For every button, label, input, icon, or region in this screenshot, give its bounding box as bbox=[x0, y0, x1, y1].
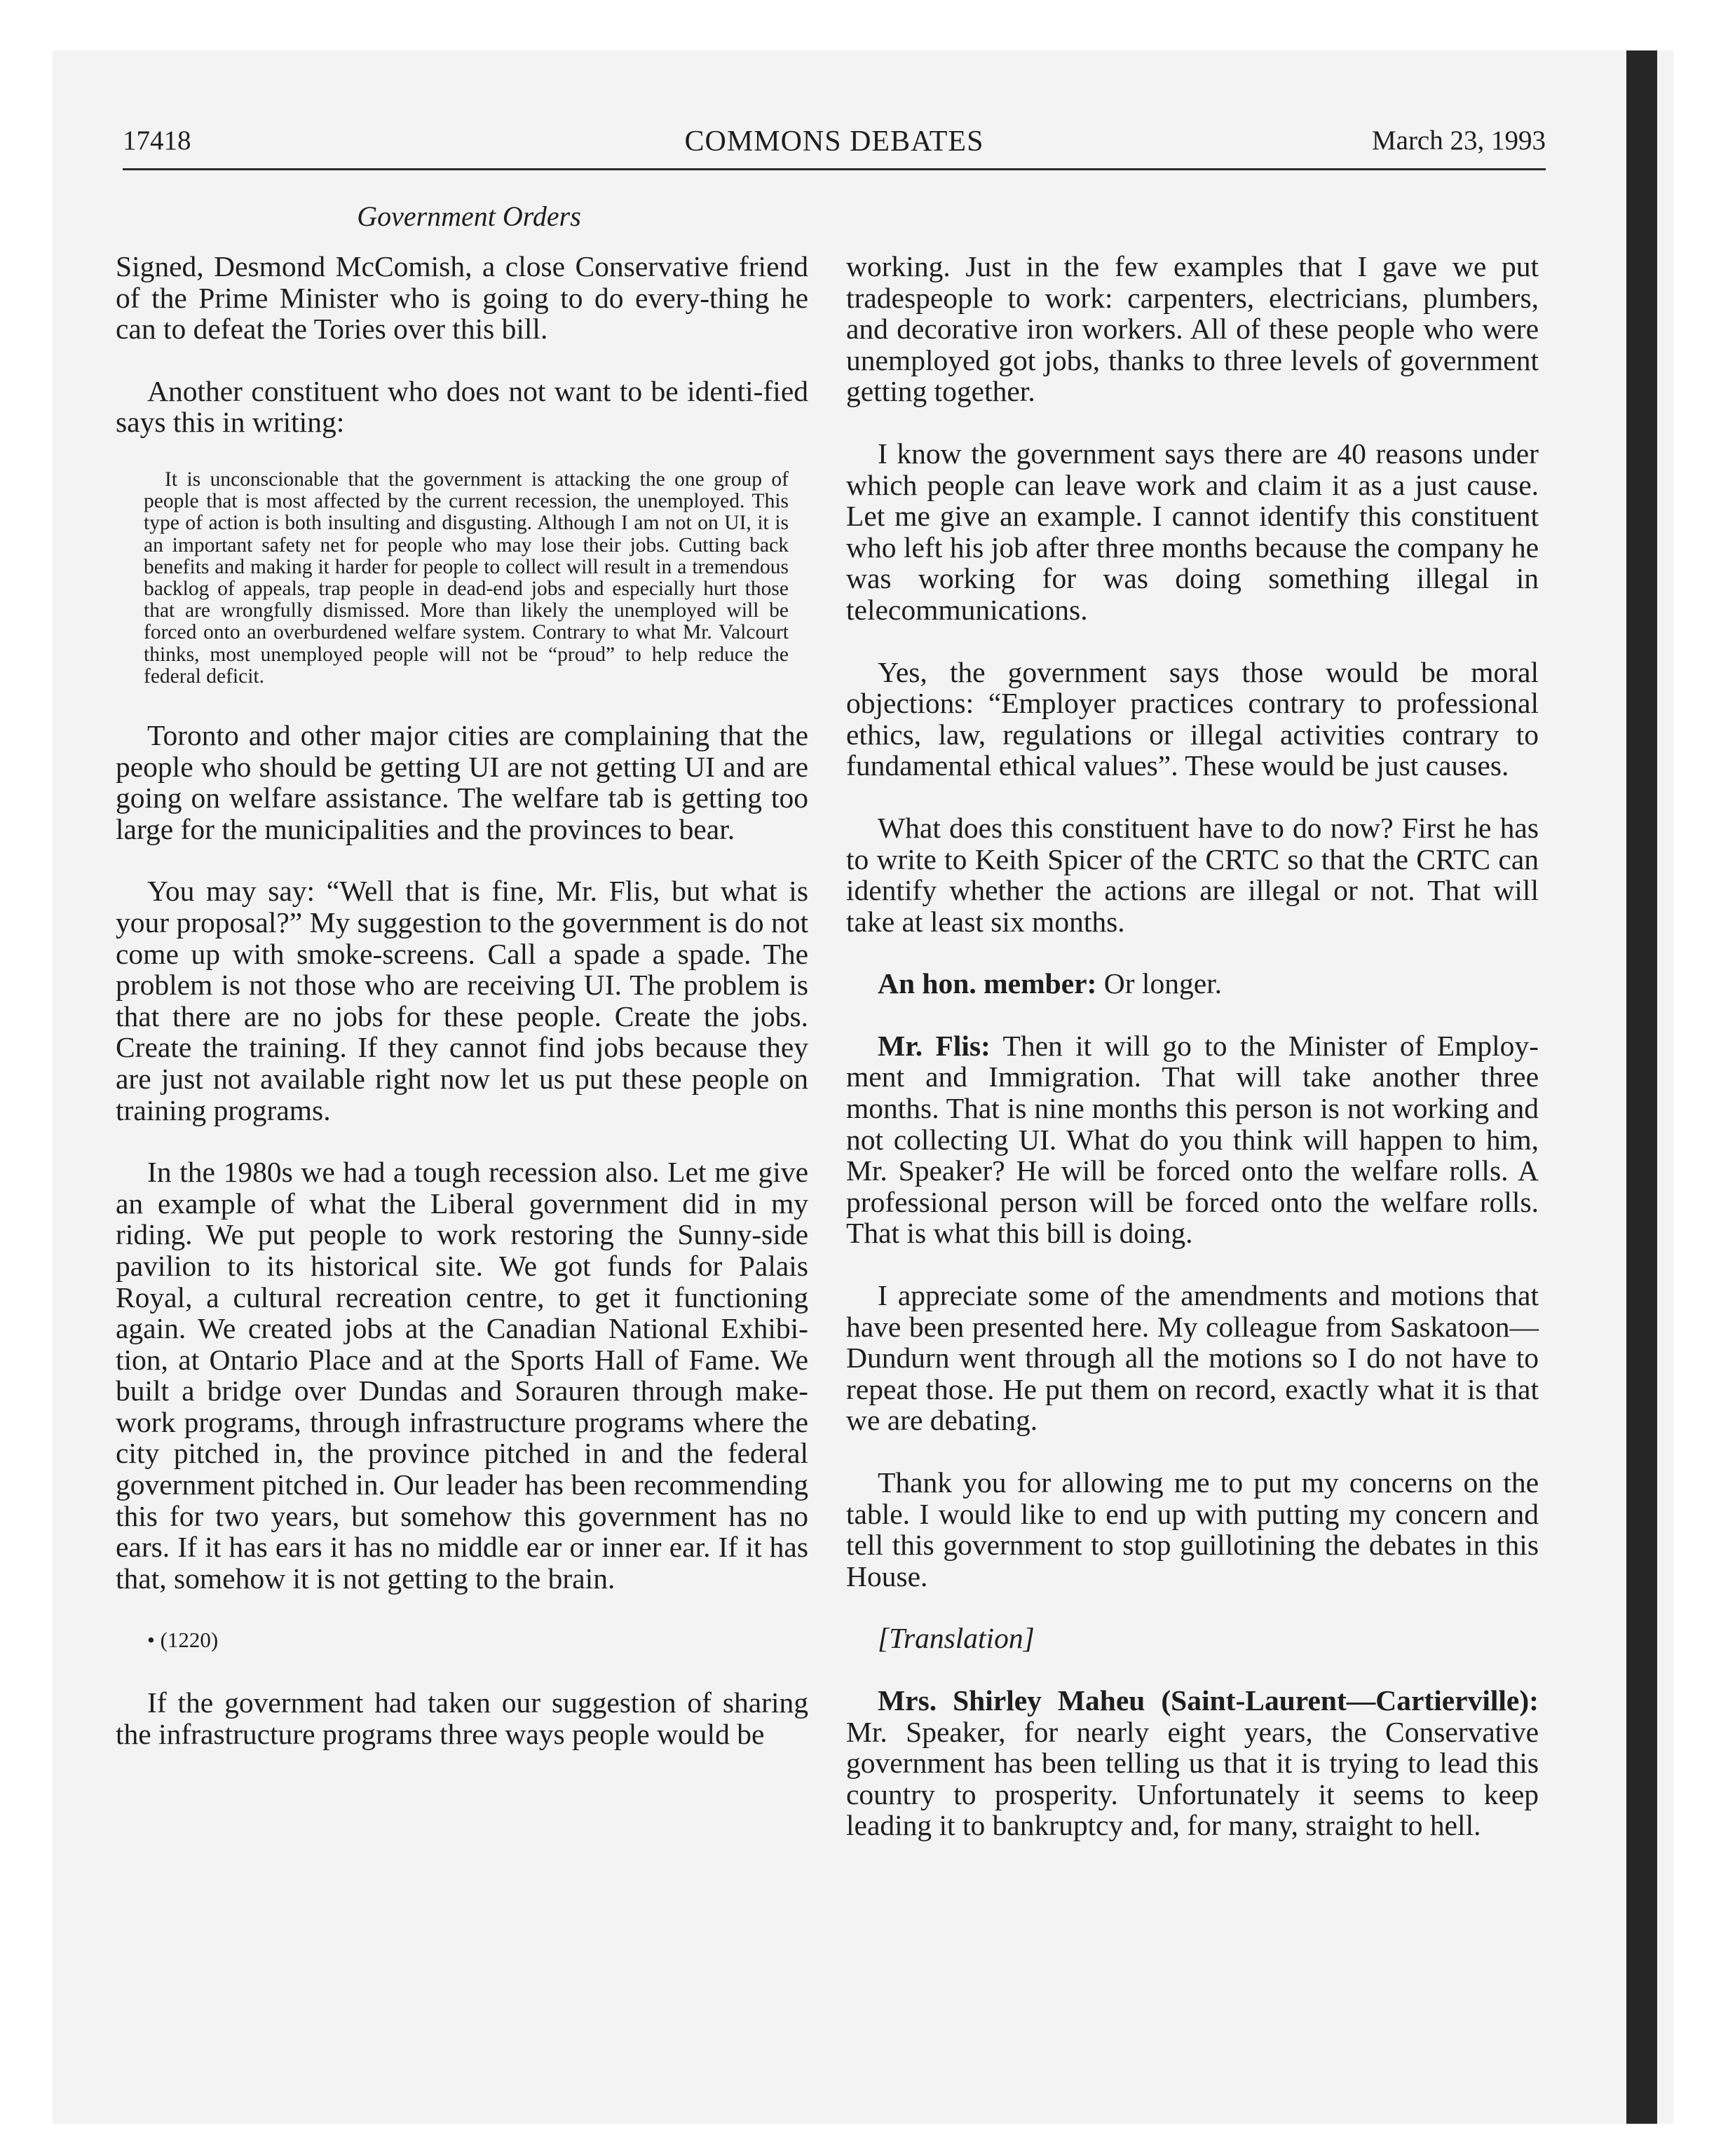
scan-edge-shadow bbox=[1626, 50, 1657, 2124]
paragraph: Toronto and other major cities are complaining that the people who should be getting UI are not getting UI and are going on welfare assistance. The welfare tab is getting too large for the municipalities and the provinces to bear. bbox=[116, 719, 808, 845]
speech-text: Mr. Speaker, for nearly eight years, the Conservative government has been telling us that it is trying to lead this country to prosperity. Unfortunately it seems to keep leading it to bankruptcy and, for many, straight to hell. bbox=[846, 1715, 1539, 1842]
paragraph: Thank you for allowing me to put my concerns on the table. I would like to end up with putting my concern and tell this government to stop guillotining the debates in this House. bbox=[846, 1466, 1539, 1592]
speech-text: Then it will go to the Minister of Employ-ment and Immigration. That will take another three months. That is nine months this person is not working and not collecting UI. What do you think will happen to him, Mr. Speaker? He will be forced onto the welfare rolls. A professional person will be forced onto the welfare rolls. That is what this bill is doing. bbox=[846, 1029, 1539, 1250]
speech-paragraph bbox=[846, 1685, 1539, 1841]
time-marker: • (1220) bbox=[147, 1628, 219, 1653]
paragraph: I know the government says there are 40 reasons under which people can leave work and claim it as a just cause. Let me give an example. I cannot identify this constituent who left his job after three months because the company he was working for was doing something illegal in telecommunications. bbox=[846, 437, 1539, 626]
paragraph: In the 1980s we had a tough recession also. Let me give an example of what the Liberal government did in my riding. We put people to work restoring the Sunny-side pavilion to its historical site. We got funds for Palais Royal, a cultural recreation centre, to get it functioning again. We created jobs at the Canadian National Exhibi-tion, at Ontario Place and at the Sports Hall of Fame. We built a bridge over Dundas and Sorauren through make-work programs, through infrastructure programs where the city pitched in, the province pitched in and the federal government pitched in. Our leader has been recommending this for two years, but somehow this government has no ears. If it has ears it has no middle ear or inner ear. If it has that, somehow it is not getting to the brain. bbox=[116, 1156, 808, 1595]
translation-tag: [Translation] bbox=[878, 1622, 1035, 1655]
publication-date: March 23, 1993 bbox=[1371, 125, 1546, 156]
paragraph: Yes, the government says those would be moral objections: “Employer practices contrary to professional ethics, law, regulations or illegal activities contrary to fundamental ethical values”. These would be just causes. bbox=[846, 655, 1539, 782]
speech-paragraph bbox=[846, 968, 1539, 999]
paragraph: working. Just in the few examples that I gave we put tradespeople to work: carpenters, electricians, plumbers, and decorative iron workers. All of these people who were unemployed got jobs, thanks to three levels of government getting together. bbox=[846, 250, 1539, 408]
speaker-name: Mr. Flis: bbox=[878, 1029, 991, 1062]
paragraph: What does this constituent have to do now? First he has to write to Keith Spicer of the CRTC so that the CRTC can identify whether the actions are illegal or not. That will take at least six months. bbox=[846, 811, 1539, 938]
speech-text: Or longer. bbox=[1103, 967, 1223, 1000]
left-column bbox=[116, 251, 808, 1780]
paragraph: I appreciate some of the amendments and motions that have been presented here. My colleague from Saskatoon—Dundurn went through all the motions so I do not have to repeat those. He put them on record, exactly what it is that we are debating. bbox=[846, 1279, 1539, 1437]
paragraph: If the government had taken our suggestion of sharing the infrastructure programs three ways people would be bbox=[116, 1686, 808, 1750]
page-number: 17418 bbox=[123, 125, 191, 156]
speech-paragraph bbox=[846, 1030, 1539, 1249]
speaker-name: An hon. member: bbox=[878, 967, 1097, 1000]
paragraph: You may say: “Well that is fine, Mr. Flis, but what is your proposal?” My suggestion to the government is do not come up with smoke-screens. Call a spade a spade. The problem is not those who are receiving UI. The problem is that there are no jobs for these people. Create the jobs. Create the training. If they cannot find jobs because they are just not available right now let us put these people on training programs. bbox=[116, 875, 808, 1126]
section-heading: Government Orders bbox=[357, 200, 581, 232]
page-header bbox=[123, 125, 1546, 170]
paragraph: Signed, Desmond McComish, a close Conservative friend of the Prime Minister who is going to do every-thing he can to defeat the Tories over this bill. bbox=[116, 250, 808, 346]
right-column bbox=[846, 251, 1539, 1872]
publication-title: COMMONS DEBATES bbox=[684, 125, 984, 158]
block-quote: It is unconscionable that the government is attacking the one group of people that is most affected by the current recession, the unemployed. This type of action is both insulting and disgusting. Although I am not on UI, it is an important safety net for people who may lose their jobs. Cutting back benefits and making it harder for people to collect will result in a tremendous backlog of appeals, trap people in dead-end jobs and especially hurt those that are wrongfully dismissed. More than likely the unemployed will be forced onto an overburdened welfare system. Contrary to what Mr. Valcourt thinks, most unemployed people will not be “proud” to help reduce the federal deficit. bbox=[144, 468, 789, 688]
speaker-name: Mrs. Shirley Maheu (Saint-Laurent—Cartierville): bbox=[878, 1684, 1539, 1717]
paragraph: Another constituent who does not want to be identi-fied says this in writing: bbox=[116, 374, 808, 439]
